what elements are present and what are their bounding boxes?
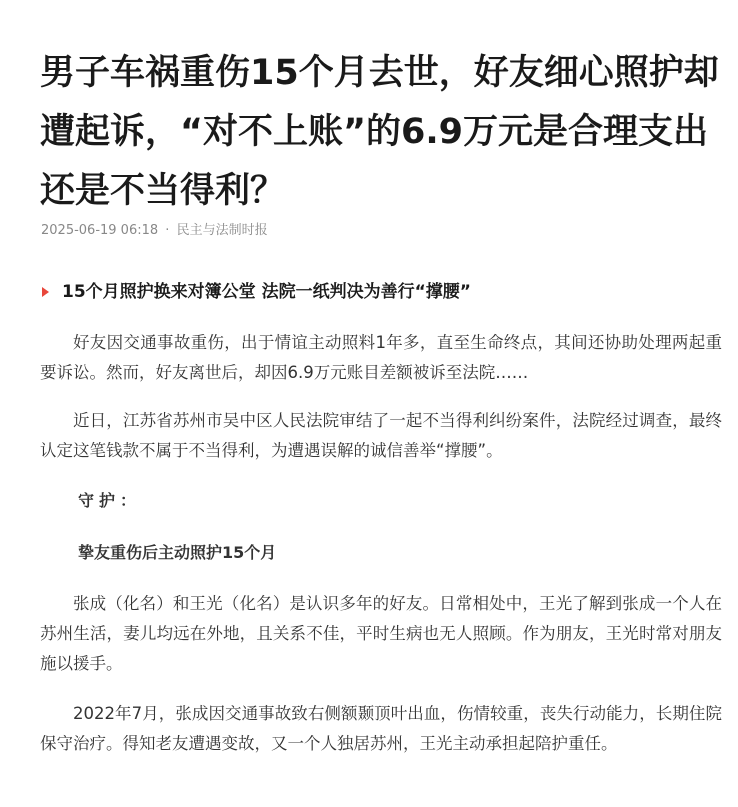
section-heading (42, 280, 471, 304)
subheading-guard: 守护： (78, 491, 142, 510)
paragraph-friends: 张成（化名）和王光（化名）是认识多年的好友。日常相处中，王光了解到张成一个人在苏州生活，妻儿均远在外地，且关系不佳，平时生病也无人照顾。作为朋友，王光时常对朋友施以援手。 (40, 594, 722, 673)
publish-date: 2025-06-19 06:18 (41, 223, 159, 238)
triangle-bullet-icon (42, 287, 49, 297)
paragraph-court: 近日，江苏省苏州市吴中区人民法院审结了一起不当得利纠纷案件，法院经过调查，最终认定这笔钱款不属于不当得利，为遭遇误解的诚信善举“撑腰”。 (40, 411, 722, 460)
paragraph-accident: 2022年7月，张成因交通事故致右侧额颞顶叶出血，伤情较重，丧失行动能力，长期住院保守治疗。得知老友遭遇变故，又一个人独居苏州，王光主动承担起陪护重任。 (40, 704, 722, 753)
source-name: 民主与法制时报 (176, 223, 268, 238)
meta-separator: · (165, 223, 170, 238)
article-title: 男子车祸重伤15个月去世，好友细心照护却遭起诉，“对不上账”的6.9万元是合理支出还是不当得利？ (40, 53, 719, 211)
paragraph-intro: 好友因交通事故重伤，出于情谊主动照料1年多，直至生命终点，其间还协助处理两起重要诉讼。然而，好友离世后，却因6.9万元账目差额被诉至法院…… (40, 333, 722, 382)
article-meta (41, 222, 268, 240)
subheading-care: 挚友重伤后主动照护15个月 (78, 543, 277, 562)
section-heading-text: 15个月照护换来对簿公堂 法院一纸判决为善行“撑腰” (62, 282, 471, 302)
